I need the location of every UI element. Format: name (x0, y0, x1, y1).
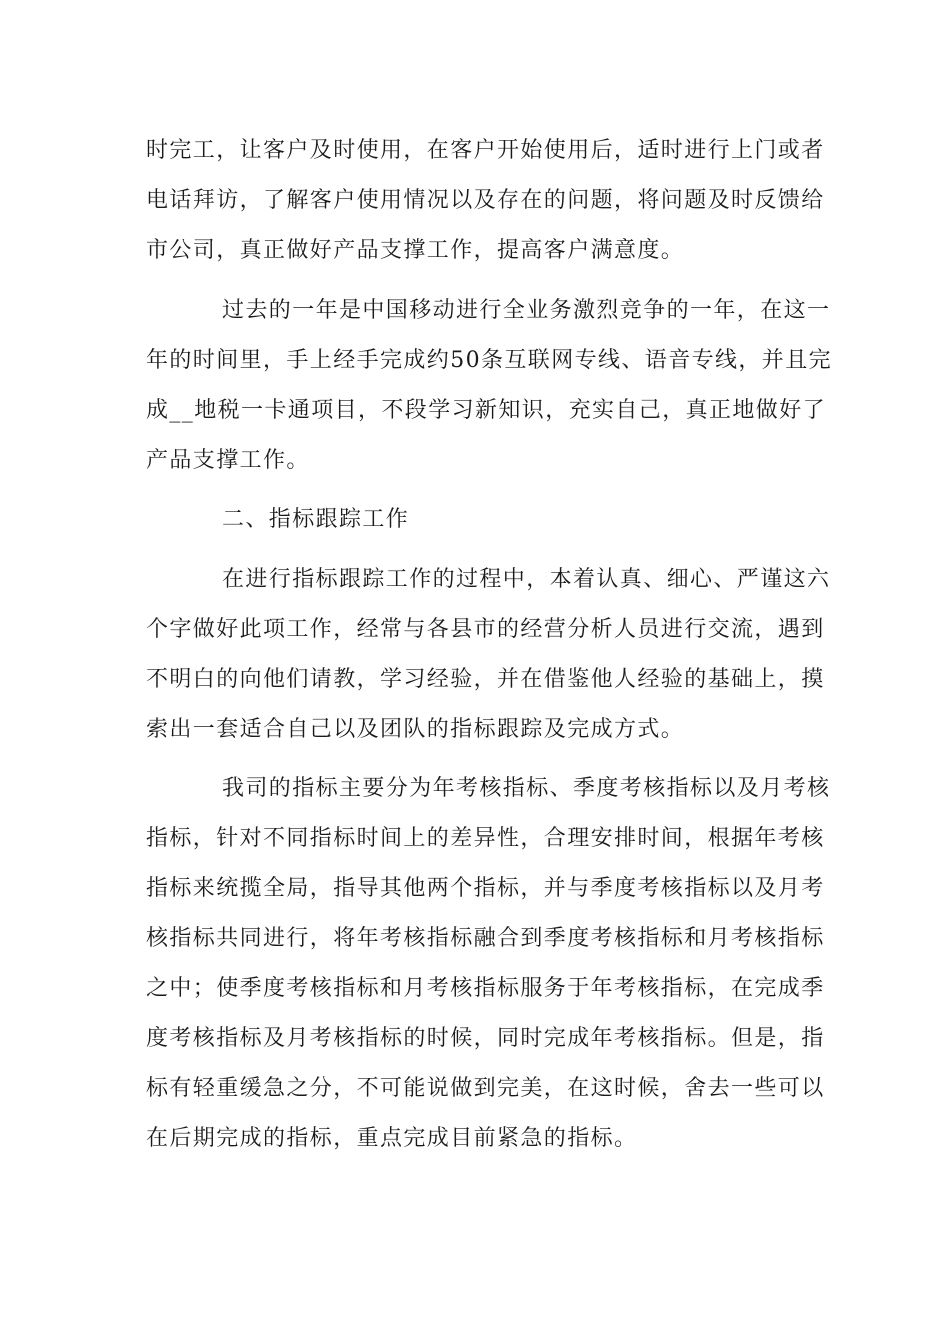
paragraph-line: 年的时间里，手上经手完成约50条互联网专线、语音专线，并且完 (146, 348, 832, 373)
paragraph-line: 产品支撑工作。 (146, 448, 310, 473)
paragraph-line: 时完工，让客户及时使用，在客户开始使用后，适时进行上门或者 (146, 138, 825, 163)
paragraph-line: 标有轻重缓急之分，不可能说做到完美，在这时候，舍去一些可以 (146, 1076, 825, 1101)
paragraph-line: 索出一套适合自己以及团队的指标跟踪及完成方式。 (146, 717, 685, 742)
paragraph-line: 市公司，真正做好产品支撑工作，提高客户满意度。 (146, 238, 685, 263)
paragraph-line: 个字做好此项工作，经常与各县市的经营分析人员进行交流，遇到 (146, 617, 825, 642)
paragraph-line: 电话拜访，了解客户使用情况以及存在的问题，将问题及时反馈给 (146, 188, 825, 213)
paragraph-line: 指标，针对不同指标时间上的差异性，合理安排时间，根据年考核 (146, 826, 825, 851)
paragraph-line: 度考核指标及月考核指标的时候，同时完成年考核指标。但是，指 (146, 1026, 825, 1051)
paragraph-line: 成__地税一卡通项目，不段学习新知识，充实自己，真正地做好了 (146, 398, 827, 423)
paragraph-line: 指标来统揽全局，指导其他两个指标，并与季度考核指标以及月考 (146, 876, 825, 901)
paragraph-line: 核指标共同进行，将年考核指标融合到季度考核指标和月考核指标 (146, 926, 825, 951)
paragraph-line: 在进行指标跟踪工作的过程中，本着认真、细心、严谨这六 (222, 567, 831, 592)
paragraph-line: 不明白的向他们请教，学习经验，并在借鉴他人经验的基础上，摸 (146, 667, 825, 692)
paragraph-line: 过去的一年是中国移动进行全业务激烈竞争的一年，在这一 (222, 298, 831, 323)
paragraph-line: 之中；使季度考核指标和月考核指标服务于年考核指标，在完成季 (146, 976, 825, 1001)
section-heading: 二、指标跟踪工作 (222, 507, 410, 532)
paragraph-line: 在后期完成的指标，重点完成目前紧急的指标。 (146, 1126, 638, 1151)
paragraph-line: 我司的指标主要分为年考核指标、季度考核指标以及月考核 (222, 776, 831, 801)
